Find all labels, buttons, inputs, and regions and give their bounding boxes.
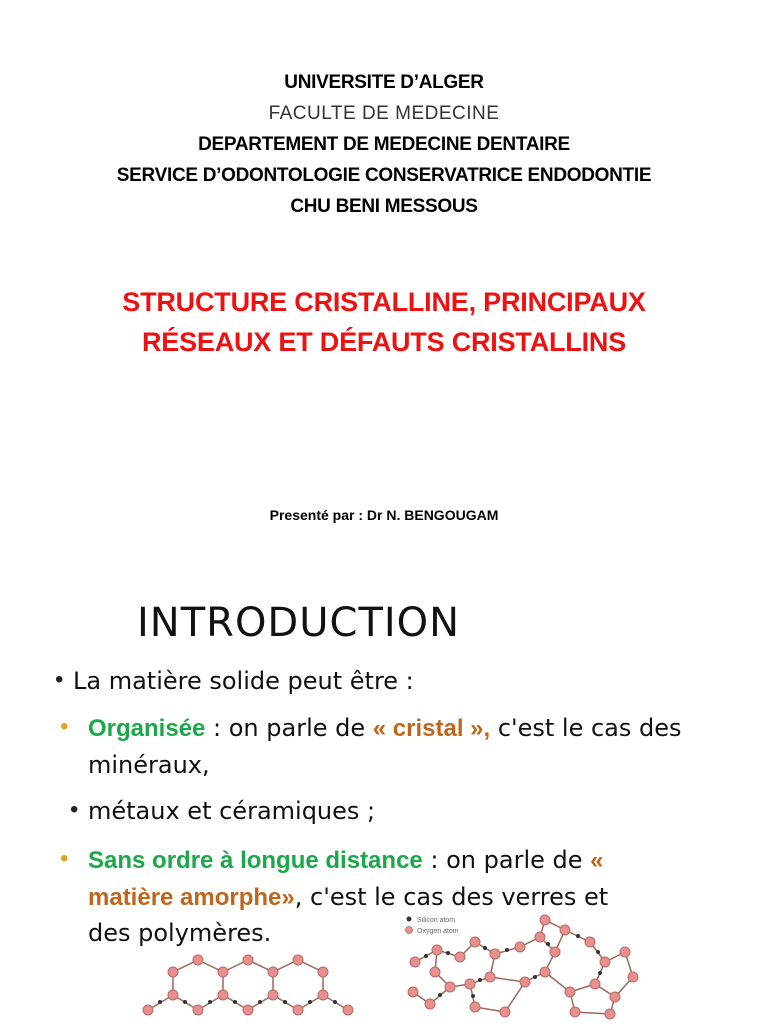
organisee-text-2: c'est le cas des bbox=[490, 714, 682, 742]
hospital-name: CHU BENI MESSOUS bbox=[290, 196, 478, 217]
silicon-legend-label: Silicon atom bbox=[417, 917, 456, 924]
metaux-line: métaux et céramiques ; bbox=[88, 797, 376, 825]
amorphous-structure-image bbox=[395, 912, 640, 1024]
amorphe-term: matière amorphe» bbox=[88, 884, 295, 911]
intro-heading: INTRODUCTION bbox=[137, 600, 461, 646]
organisee-continuation: minéraux, bbox=[88, 751, 210, 779]
organisee-term: Organisée bbox=[88, 715, 206, 742]
faculty-name: FACULTE DE MEDECINE bbox=[268, 103, 500, 124]
organisee-line bbox=[88, 713, 682, 744]
oxygen-legend-icon bbox=[406, 927, 413, 934]
intro-line-1: La matière solide peut être : bbox=[73, 667, 414, 695]
bullet-icon: • bbox=[60, 845, 69, 872]
bullet-icon: • bbox=[55, 666, 64, 693]
sans-ordre-text-2: , c'est le cas des verres et bbox=[294, 883, 609, 911]
service-name: SERVICE D’ODONTOLOGIE CONSERVATRICE ENDODONTIE bbox=[116, 165, 652, 186]
figure-legend bbox=[406, 917, 459, 936]
silicon-legend-icon bbox=[407, 917, 412, 922]
crystal-lattice-image bbox=[128, 950, 378, 1024]
presenter-credit: Presenté par : Dr N. BENGOUGAM bbox=[269, 507, 499, 523]
oxygen-legend-label: Oxygen atom bbox=[417, 928, 459, 935]
bullet-icon: • bbox=[70, 796, 79, 823]
sans-ordre-text-1: : on parle de bbox=[422, 846, 591, 874]
sans-ordre-term: Sans ordre à longue distance bbox=[88, 847, 423, 874]
amorphe-quote-open: « bbox=[590, 847, 604, 874]
slide-title-line1: STRUCTURE CRISTALLINE, PRINCIPAUX bbox=[122, 287, 646, 317]
university-name: UNIVERSITE D’ALGER bbox=[284, 72, 484, 93]
sans-ordre-continuation bbox=[88, 882, 608, 913]
slide-title-line2: RÉSEAUX ET DÉFAUTS CRISTALLINS bbox=[141, 327, 627, 357]
sans-ordre-line bbox=[88, 845, 604, 876]
cristal-term: « cristal », bbox=[372, 715, 491, 742]
sans-ordre-continuation-2: des polymères. bbox=[88, 919, 272, 947]
bullet-icon: • bbox=[60, 713, 69, 740]
department-name: DEPARTEMENT DE MEDECINE DENTAIRE bbox=[198, 134, 570, 155]
organisee-text-1: : on parle de bbox=[205, 714, 373, 742]
